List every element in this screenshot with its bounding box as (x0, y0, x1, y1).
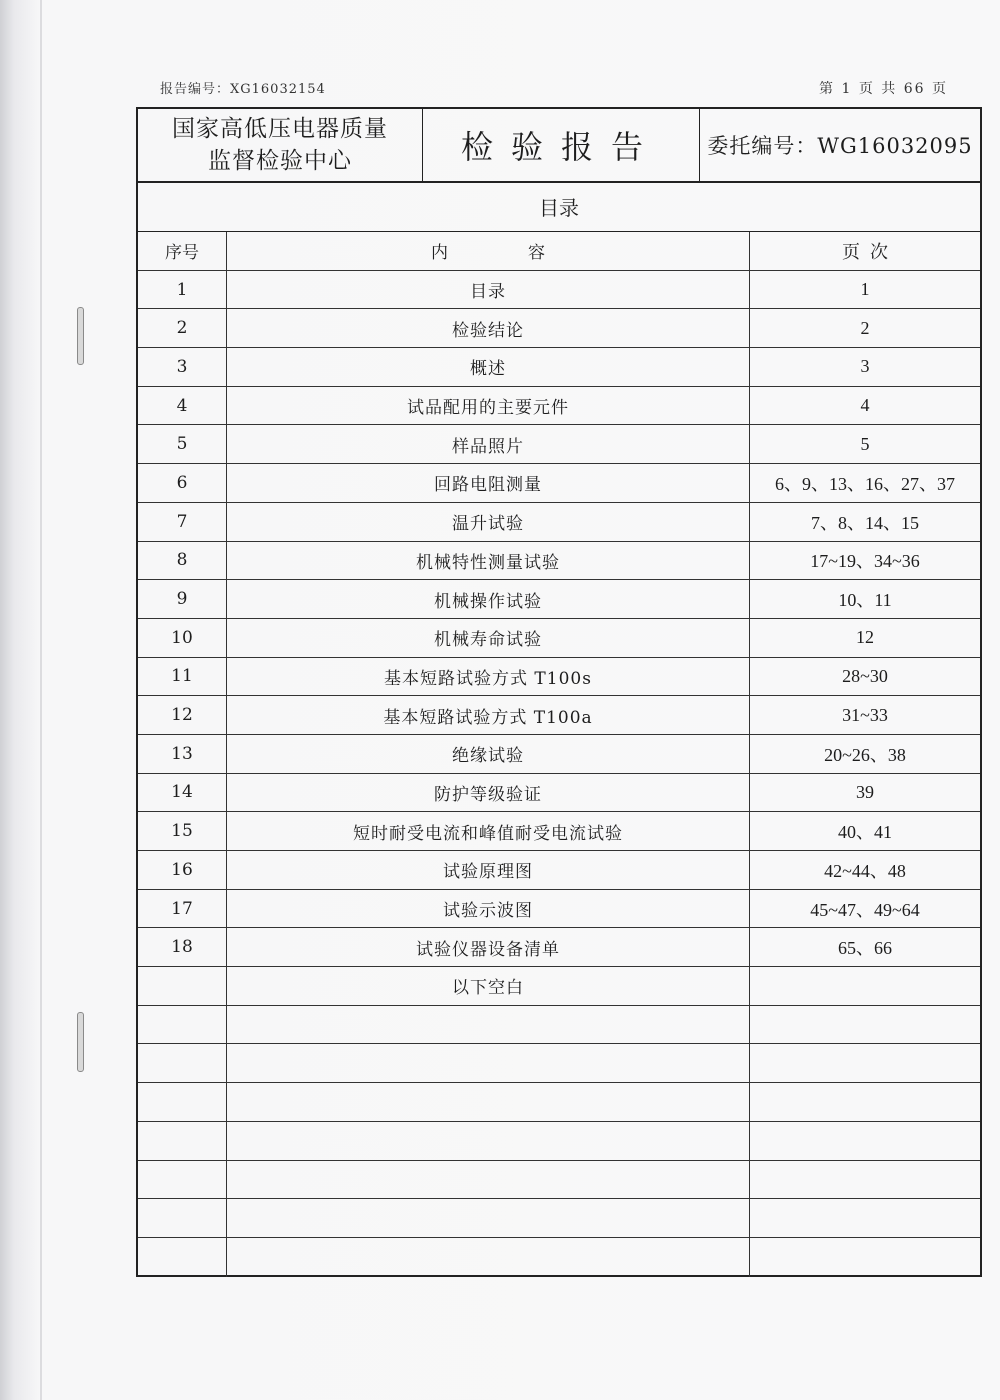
table-row (138, 735, 980, 774)
row-content: 目录 (227, 271, 750, 309)
row-number: 14 (138, 774, 227, 812)
row-pages: 5 (860, 433, 870, 454)
row-number: 13 (138, 735, 227, 773)
table-row (138, 1199, 980, 1238)
row-pages: 20~26、38 (824, 744, 906, 765)
row-content: 基本短路试验方式 T100s (227, 658, 750, 696)
table-row (138, 542, 980, 581)
row-content: 样品照片 (227, 425, 750, 463)
row-number: 1 (138, 271, 227, 309)
row-number: 7 (138, 503, 227, 541)
table-row (138, 851, 980, 890)
org-line-1: 国家高低压电器质量 (172, 116, 388, 142)
row-pages (750, 1044, 980, 1082)
row-pages: 45~47、49~64 (810, 899, 920, 920)
row-pages: 39 (856, 781, 874, 802)
row-content: 温升试验 (227, 503, 750, 541)
row-content: 检验结论 (227, 309, 750, 347)
row-pages: 42~44、48 (824, 860, 906, 881)
table-row (138, 967, 980, 1006)
row-pages (750, 1238, 980, 1277)
table-row (138, 619, 980, 658)
row-content: 概述 (227, 348, 750, 386)
column-header-pages: 页 次 (842, 241, 888, 262)
table-header-row (138, 232, 980, 271)
row-content: 防护等级验证 (227, 774, 750, 812)
organization-name (138, 109, 423, 181)
table-row (138, 1161, 980, 1200)
row-content (227, 1006, 750, 1044)
table-row (138, 271, 980, 310)
row-number (138, 1083, 227, 1121)
row-content: 试品配用的主要元件 (227, 387, 750, 425)
staple-top (77, 307, 84, 365)
row-content: 机械特性测量试验 (227, 542, 750, 580)
column-header-no: 序号 (138, 232, 227, 270)
report-number: 报告编号：XG16032154 (160, 82, 326, 97)
row-pages: 6、9、13、16、27、37 (775, 473, 955, 494)
table-row (138, 1122, 980, 1161)
report-title: 检验报告 (423, 109, 700, 181)
table-row (138, 309, 980, 348)
page-count: 第 1 页 共 66 页 (819, 81, 948, 97)
row-pages (750, 1161, 980, 1199)
entrust-number: 委托编号：WG16032095 (707, 134, 973, 158)
row-number: 12 (138, 696, 227, 734)
row-pages: 2 (860, 317, 870, 338)
row-content: 试验示波图 (227, 890, 750, 928)
row-content (227, 1083, 750, 1121)
table-row (138, 696, 980, 735)
row-pages: 28~30 (842, 665, 888, 686)
row-number: 5 (138, 425, 227, 463)
row-content (227, 1122, 750, 1160)
row-pages: 10、11 (838, 590, 892, 611)
table-row (138, 387, 980, 426)
table-row (138, 1006, 980, 1045)
row-pages: 3 (860, 356, 870, 377)
column-header-content: 内 容 (227, 232, 750, 270)
row-number (138, 1161, 227, 1199)
row-number: 15 (138, 812, 227, 850)
toc-title: 目录 (138, 181, 980, 232)
staple-bottom (77, 1012, 84, 1072)
row-number (138, 1199, 227, 1237)
report-header (138, 109, 980, 183)
row-content: 以下空白 (227, 967, 750, 1005)
row-pages: 17~19、34~36 (810, 551, 920, 572)
row-pages: 1 (860, 279, 870, 300)
table-row (138, 580, 980, 619)
row-content: 绝缘试验 (227, 735, 750, 773)
row-number: 16 (138, 851, 227, 889)
row-pages: 4 (860, 395, 870, 416)
row-content: 基本短路试验方式 T100a (227, 696, 750, 734)
row-pages: 31~33 (842, 704, 888, 725)
row-number: 3 (138, 348, 227, 386)
binding-fold (40, 0, 42, 1400)
row-pages (750, 1122, 980, 1160)
table-row (138, 890, 980, 929)
table-row (138, 1083, 980, 1122)
row-content: 试验仪器设备清单 (227, 928, 750, 966)
table-row (138, 1238, 980, 1277)
row-number: 8 (138, 542, 227, 580)
row-content (227, 1161, 750, 1199)
row-pages (750, 1006, 980, 1044)
table-row (138, 812, 980, 851)
row-content: 短时耐受电流和峰值耐受电流试验 (227, 812, 750, 850)
row-number: 11 (138, 658, 227, 696)
row-pages (750, 1083, 980, 1121)
row-content (227, 1199, 750, 1237)
row-number (138, 1006, 227, 1044)
row-pages: 65、66 (838, 938, 892, 959)
report-frame (136, 107, 982, 1277)
table-row (138, 503, 980, 542)
row-number (138, 1122, 227, 1160)
table-row (138, 464, 980, 503)
table-row (138, 348, 980, 387)
row-content: 回路电阻测量 (227, 464, 750, 502)
row-number: 17 (138, 890, 227, 928)
row-content: 机械操作试验 (227, 580, 750, 618)
table-row (138, 425, 980, 464)
row-content: 试验原理图 (227, 851, 750, 889)
row-number: 6 (138, 464, 227, 502)
row-content (227, 1044, 750, 1082)
row-content (227, 1238, 750, 1277)
row-number: 2 (138, 309, 227, 347)
row-pages (750, 967, 980, 1005)
row-number: 10 (138, 619, 227, 657)
row-pages: 40、41 (838, 822, 892, 843)
org-line-2: 监督检验中心 (208, 148, 352, 174)
row-pages (750, 1199, 980, 1237)
row-pages: 12 (856, 627, 874, 648)
toc-table (138, 232, 980, 1277)
table-row (138, 1044, 980, 1083)
row-content: 机械寿命试验 (227, 619, 750, 657)
table-row (138, 774, 980, 813)
table-row (138, 928, 980, 967)
row-pages: 7、8、14、15 (811, 512, 919, 533)
row-number: 9 (138, 580, 227, 618)
row-number: 4 (138, 387, 227, 425)
row-number (138, 967, 227, 1005)
row-number (138, 1238, 227, 1277)
row-number (138, 1044, 227, 1082)
table-row (138, 658, 980, 697)
row-number: 18 (138, 928, 227, 966)
